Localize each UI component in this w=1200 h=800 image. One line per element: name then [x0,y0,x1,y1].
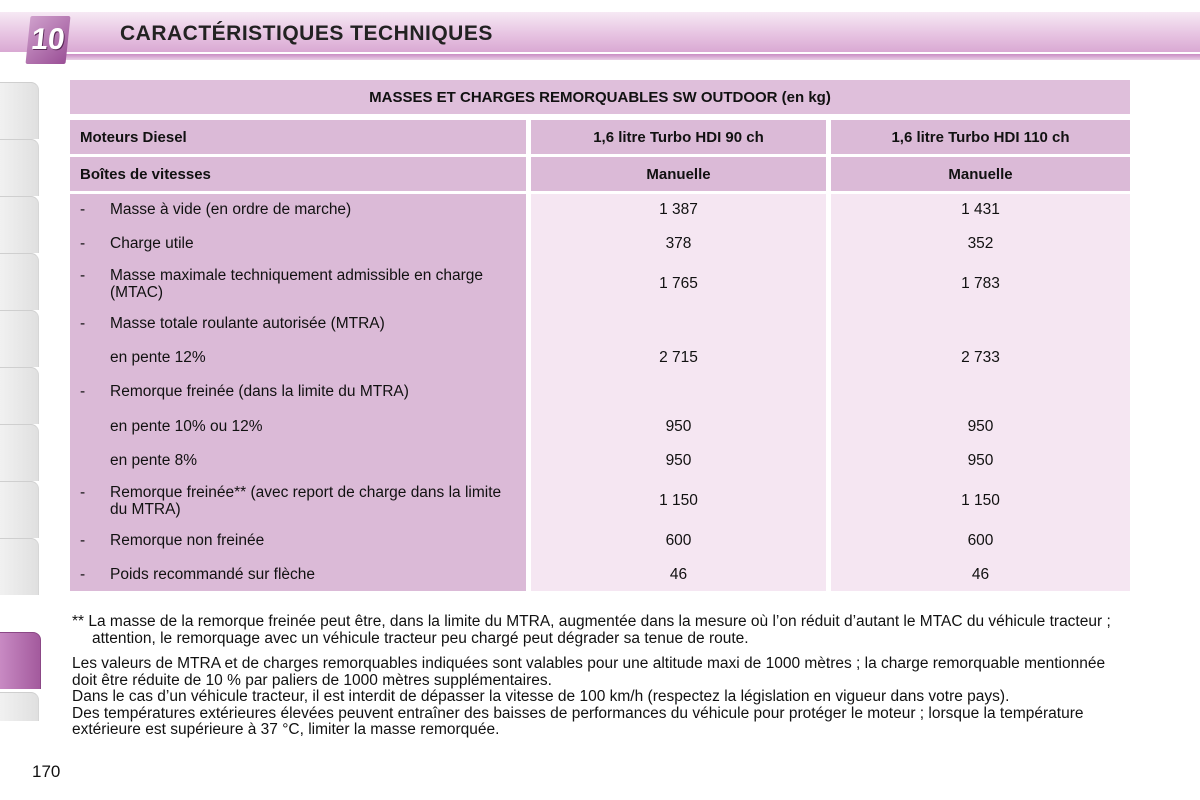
chapter-tab-strip [0,82,40,722]
row-value-1: 1 765 [659,275,698,292]
engine-row [70,120,1130,154]
gearbox-col-2: Manuelle [831,157,1130,191]
row-label: en pente 12% [110,349,206,366]
note-paragraph: Dans le cas d’un véhicule tracteur, il est interdit de dépasser la vitesse de 100 km/h (respectez la législation en vigueur dans votre pays). [72,688,1010,705]
row-dash: - [80,566,86,583]
notes-section [72,614,1130,739]
chapter-tab[interactable] [0,139,39,196]
row-value-1: 950 [665,452,692,469]
row-value-1: 2 715 [659,349,698,366]
chapter-tab[interactable] [0,310,39,367]
note-paragraph: Les valeurs de MTRA et de charges remorquables indiquées sont valables pour une altitude maxi de 1000 mètres ; la charge remorquable mentionnée doit être réduite de 10 % par paliers de 1000 mètres supplémentaires. [72,655,1106,689]
chapter-badge: 10 [25,16,70,64]
row-label: Remorque freinée (dans la limite du MTRA) [110,383,409,400]
row-value-2: 1 431 [961,201,1000,218]
row-label: en pente 8% [110,452,198,469]
row-label: en pente 10% ou 12% [110,418,263,435]
row-dash: - [80,383,86,400]
note-paragraph: Des températures extérieures élevées peuvent entraîner des baisses de performances du véhicule pour protéger le moteur ; lorsque la température extérieure est supérieure à 37 °C, limiter la masse remorquée. [72,704,1084,738]
chapter-tab[interactable] [0,424,39,481]
page-header [0,0,1200,64]
gearbox-row-label: Boîtes de vitesses [70,157,526,191]
row-label: Charge utile [110,235,194,252]
row-value-2: 46 [971,566,990,583]
row-value-2: 600 [967,532,994,549]
row-label: Masse à vide (en ordre de marche) [110,201,352,218]
gearbox-col-1: Manuelle [531,157,826,191]
chapter-tab[interactable] [0,538,39,595]
row-dash: - [80,484,86,501]
chapter-tab[interactable] [0,481,39,538]
row-value-1: 950 [665,418,692,435]
row-label: Remorque freinée** (avec report de charge dans la limite du MTRA) [110,484,502,518]
row-label: Masse totale roulante autorisée (MTRA) [110,315,385,332]
row-label: Remorque non freinée [110,532,265,549]
chapter-tab-active[interactable] [0,632,41,689]
row-value-1: 378 [665,235,692,252]
header-underline [60,54,1200,60]
row-value-1: 1 150 [659,492,698,509]
chapter-tab[interactable] [0,196,39,253]
row-label: Masse maximale techniquement admissible en charge (MTAC) [110,267,484,301]
row-value-2: 950 [967,452,994,469]
footnote: ** La masse de la remorque freinée peut être, dans la limite du MTRA, augmentée dans la mesure où l’on réduit d’autant le MTAC du véhicule tracteur ; attention, le remorquage avec un véhicule tracteur peu chargé peut dégrader sa tenue de route. [72,613,1111,647]
row-value-2: 1 150 [961,492,1000,509]
chapter-tab[interactable] [0,367,39,424]
table-title: MASSES ET CHARGES REMORQUABLES SW OUTDOOR (en kg) [70,80,1130,114]
gearbox-row [70,157,1130,191]
row-value-1: 600 [665,532,692,549]
row-dash: - [80,532,86,549]
row-dash: - [80,235,86,252]
engine-col-2: 1,6 litre Turbo HDI 110 ch [831,120,1130,154]
engine-col-1: 1,6 litre Turbo HDI 90 ch [531,120,826,154]
row-value-1: 1 387 [659,201,698,218]
row-dash: - [80,315,86,332]
row-value-2: 1 783 [961,275,1000,292]
page-number: 170 [32,762,61,781]
chapter-tab[interactable] [0,692,39,721]
row-value-2: 352 [967,235,994,252]
row-dash: - [80,201,86,218]
chapter-tab[interactable] [0,82,39,139]
engine-row-label: Moteurs Diesel [70,120,526,154]
page-title: CARACTÉRISTIQUES TECHNIQUES [120,22,493,45]
chapter-tab[interactable] [0,253,39,310]
row-value-1: 46 [669,566,688,583]
row-value-2: 950 [967,418,994,435]
row-label: Poids recommandé sur flèche [110,566,316,583]
row-dash: - [80,267,86,284]
row-value-2: 2 733 [961,349,1000,366]
